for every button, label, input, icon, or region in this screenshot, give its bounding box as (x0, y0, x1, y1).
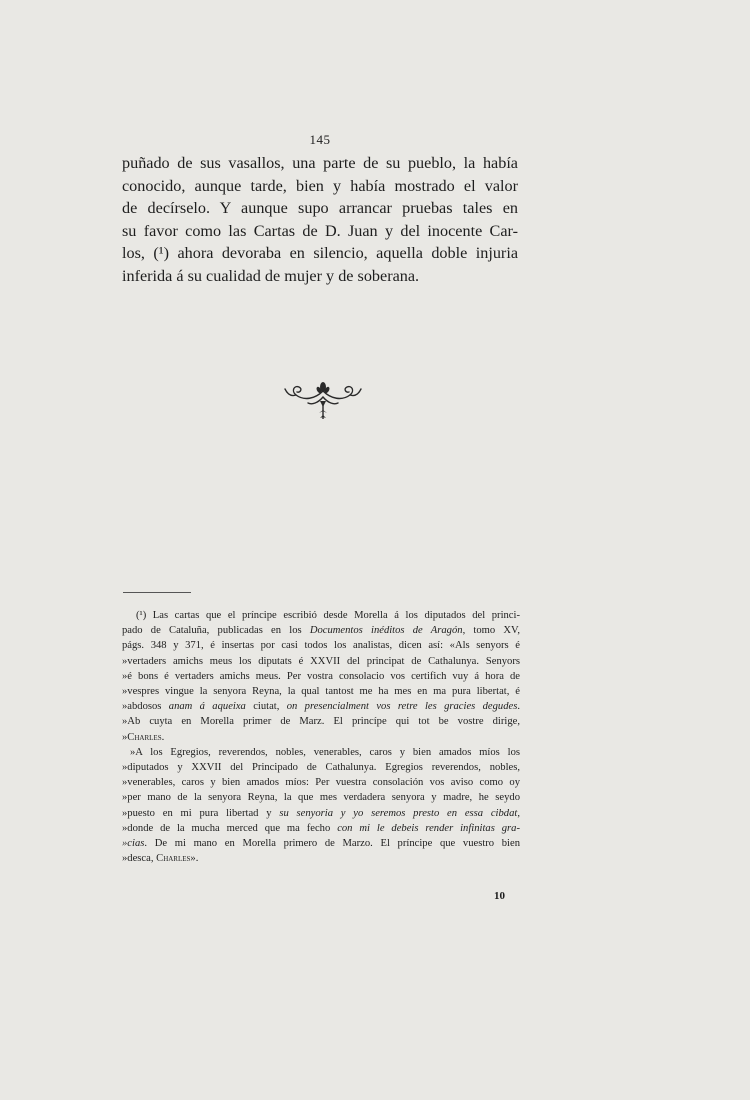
footnote-line (122, 821, 520, 836)
footnote-line: »A los Egregios, reverendos, nobles, venerables, caros y bien amados míos los (130, 746, 520, 758)
footnote-italic: anam á aqueixa (168, 701, 246, 713)
footnote-text: »desca, (122, 853, 157, 865)
footnote-line: »Charles. (122, 731, 165, 743)
footnote-italic: con mi le debeis render infinitas gra- (337, 822, 520, 834)
page-number: 145 (309, 132, 331, 147)
footnote-line: »vespres vingue la senyora Reyna, la qual tantost me ha mes en ma pura libertat, é (122, 686, 520, 698)
footnote-rule (123, 592, 191, 593)
footnote-line: »venerables, caros y bien amados míos: Per vuestra consolación vos aviso como oy (122, 777, 520, 789)
footnote-line: (¹) Las cartas que el príncipe escribió desde Morella á los diputados del princi- (136, 610, 520, 621)
footnote-text: , (517, 807, 520, 819)
footnote-line (122, 851, 520, 866)
body-line: puñado de sus vasallos, una parte de su pueblo, la había (122, 154, 518, 172)
body-line: su favor como las Cartas de D. Juan y del inocente Car- (122, 221, 518, 240)
footnote-line (122, 806, 520, 821)
footnote-line: »vertaders amichs meus los diputats é XXVII del principat de Cathalunya. Senyors (122, 655, 520, 667)
footnote-smallcaps: Charles (156, 853, 191, 865)
footnote-paragraph-2 (122, 745, 520, 867)
footnote-text: , tomo XV, (462, 625, 520, 637)
footnote-text: . De mi mano en Morella primero de Marzo. El príncipe que vuestro bien (144, 838, 520, 850)
footnote-text: »donde de la mucha merced que ma fecho (122, 822, 338, 834)
footnote-text: ciutat, (245, 701, 287, 713)
footnote-line: »é bons é vertaders amichs meus. Per vostra consolacio vos certifich vuy á hora de (122, 670, 520, 682)
body-paragraph (122, 152, 518, 287)
footnote-italic: Documentos inéditos de Aragón (309, 625, 463, 637)
body-line: de decírselo. Y aunque supo arrancar pruebas tales en (122, 199, 518, 217)
footnotes (122, 608, 520, 866)
footnote-text: . (517, 701, 520, 713)
footnote-line: »per mano de la senyora Reyna, la que mes verdadera senyora y madre, he seydo (122, 792, 520, 804)
footnote-line: »Ab cuyta en Morella primer de Marz. El princípe qui tot be vostre dirige, (122, 716, 520, 728)
footnote-line: págs. 348 y 371, é insertas por casi todos los analistas, dicen así: «Als senyors é (122, 640, 520, 652)
footnote-text: »abdosos (122, 701, 169, 713)
footnote-text: ». (190, 853, 199, 865)
footnote-italic: »cias (122, 838, 145, 850)
footnote-line: »diputados y XXVII del Principado de Cathalunya. Egregios reverendos, nobles, (122, 762, 520, 774)
footnote-italic: on presencialment vos retre les gracies degudes (286, 701, 518, 713)
fleuron-ornament-icon (282, 377, 364, 425)
body-line: inferida á su cualidad de mujer y de soberana. (122, 266, 420, 285)
body-line: conocido, aunque tarde, bien y había mostrado el valor (122, 176, 518, 195)
footnote-text: »puesto en mi pura libertad y (122, 807, 280, 819)
body-line: los, (¹) ahora devoraba en silencio, aquella doble injuria (122, 244, 518, 262)
footnote-paragraph-1 (122, 608, 520, 745)
footnote-line (122, 836, 520, 851)
footnote-line (122, 699, 520, 714)
footnote-text: pado de Cataluña, publicadas en los (122, 625, 310, 637)
signature-mark: 10 (494, 890, 505, 902)
footnote-line (122, 623, 520, 638)
footnote-italic: su senyoria y yo seremos presto en essa cibdat (279, 807, 518, 819)
